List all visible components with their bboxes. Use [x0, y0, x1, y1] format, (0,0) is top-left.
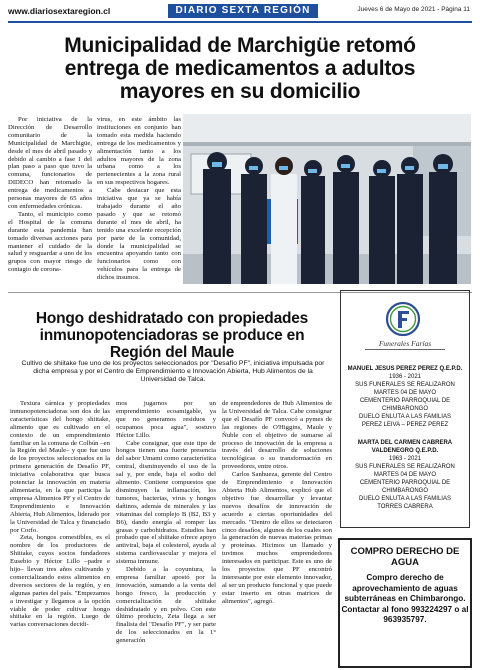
article2-lead: Cultivo de shiitake fue uno de los proyectos seleccionados por "Desafío PF", iniciativa impulsada por dicha empresa y por el Centro de Emprendimiento e Innovación Abierta, Hub Alimentos de la Universidad de Talca.	[21, 360, 325, 383]
deceased-name: MANUEL JESUS PEREZ PEREZ Q.E.P.D.	[347, 366, 463, 372]
funeral-notice-2	[343, 439, 467, 511]
ad-title: COMPRO DERECHO DE AGUA	[350, 546, 460, 568]
article1-paragraph: Tanto, el municipio como el Hospital de la comuna durante esta pandemia han tomado diversas acciones para mantener el cuidado de la salud y resguardar a uno de los grupos con mayor riesgo de contagio de corona-	[8, 210, 92, 274]
article1-photo	[183, 114, 471, 284]
issue-date-page: Jueves 6 de Mayo de 2021 - Página 11	[357, 6, 470, 13]
life-years: 1963 - 2021	[388, 456, 422, 462]
group-photo-illustration	[183, 114, 471, 284]
masthead-brand: DIARIO SEXTA REGIÓN	[168, 4, 318, 18]
article1-paragraph: virus, en este ámbito las instituciones en conjunto han tomado esta medida haciendo entrega de los medicamentos y alimentación tanto a los adultos mayores de la zona urbana como a los pertenecientes a la zona rural en sus respectivos hogares.	[97, 116, 181, 187]
deceased-name: MARTA DEL CARMEN CABRERA VALDENEGRO Q.E.P.D.	[357, 440, 453, 454]
funeral-date: MARTES 04 DE MAYO	[373, 390, 437, 396]
page-header	[0, 0, 480, 24]
ad-body: Compro derecho de aprovechamiento de aguas subterráneas en Chimbarongo. Contactar al fono 993224297 o al 963935797.	[341, 573, 469, 624]
funeral-name-rule	[365, 349, 445, 350]
article2-paragraph: de emprendedores de Hub Alimentos de la Universidad de Talca. Cabe consignar que el Desafío PF convocó a pymes de las regiones de O'Higgins, Maule y Ñuble con el objetivo de sumarse al proceso de innovación de la empresa a través del desarrollo de soluciones tecnológicas o su transformación en proveedores, entre otros.	[222, 400, 332, 471]
article2-column-3	[222, 400, 332, 606]
family-names: TORRES CABRERA	[377, 504, 433, 510]
article1-paragraph: Cabe destacar que esta iniciativa que ya se había trabajado durante el año pasado y que se retomó durante el mes de abril, ha tenido una excelente recepción por parte de la comunidad, donde la municipalidad se encuentra apoyando tanto con funcionarios como con vehículos para la entrega de dichos insumos.	[97, 187, 181, 282]
article1-paragraph: Por iniciativa de la Dirección de Desarrollo comunitario de la Municipalidad de Marchigüe, desde el mes de abril pasado y debido al cambio a fase 1 del plan paso a paso que tuvo la comuna, funcionarios de DIDECO han retomado la entrega de medicamentos a personas mayores de 65 años con enfermedades crónicas.	[8, 116, 92, 210]
funeral-line: SUS FUNERALES SE REALIZARON	[355, 382, 455, 388]
funeral-notice-1	[343, 365, 467, 429]
article2-headline: Hongo deshidratado con propiedades inmunopotenciadoras se produce en Región del Maule	[35, 310, 309, 361]
article2-paragraph: Debido a la coyuntura, la empresa familiar apostó por la innovación, sumando a la venta del hongo fresco, la producción y comercialización de shiitake deshidratado y en polvo. Con este último producto, Zeta llega a ser finalista del "Desafío PF", y ser parte de los seleccionados en la 1° generación	[116, 566, 216, 645]
funeral-line: SUS FUNERALES SE REALIZARON	[355, 464, 455, 470]
article2-paragraph: mos jugarnos por un emprendimiento ecoamigable, ya que no generamos residuos y ocupamos poca agua", sostuvo Héctor Lillo.	[116, 400, 216, 439]
life-years: 1936 - 2021	[388, 374, 422, 380]
article2-paragraph: Carlos Sanhueza, gerente del Centro de Emprendimiento e Innovación Abierta Hub Alimentos, explicó que el objetivo fue desarrollar y levantar nuevos desafíos de innovación de acuerdo a ciertas oportunidades del mercado. "Dentro de ellos se detectaron cinco desafíos, algunos de los cuales son la generación de nuevas materias primas y proteínas. Hicimos un llamado y tuvimos muchos emprendedores interesados en participar. Este es uno de los proyectos que PF encontró interesante por este elemento innovador, al ser un producto funcional y que puede estar inserto en otras matrices de alimentos", agregó.	[222, 471, 332, 605]
article2-paragraph: Zeta, hongos comestibles, es el nombre de los productores de Shiitake, cuyos socios fundadores Eusebio y Héctor Lillo –padre e hijo– llevan tres años cultivando y comercializando estos alimentos en diversos sectores de la región, y en algunas partes del país. "Empezamos a investigar y llegamos a la opción viable de poder cultivar hongo shiitake en la región. Luego de varias conversaciones decidi-	[10, 534, 110, 629]
classified-ad	[338, 538, 472, 668]
article2-paragraph: Cabe consignar, que este tipo de hongos tienen una fuerte presencia del sabor Umami como característica central, disminuyendo el uso de la sal y, por ende, baja el sodio del alimento. Contiene compuestos que disminuyen la inflamación, los tumores, bacterias, virus y hongos dañinos, además de minerales y las vitaminas del complejo B (B2, B3 y B6), dando energía al romper las grasas y carbohidratos. Estudios han probado que el shiitake ofrece apoyo antiviral, baja el colesterol, ayuda al sistema cardiovascular y mejora el sistema inmune.	[116, 439, 216, 566]
article1-column-1	[8, 116, 92, 274]
funeral-home-logo-icon	[385, 301, 421, 337]
website-url: www.diariosextaregion.cl	[8, 6, 111, 16]
funeral-date: MARTES 04 DE MAYO	[373, 472, 437, 478]
article1-column-2	[97, 116, 181, 282]
article2-column-1	[10, 400, 110, 629]
family-line: DUELO ENLUTA A LAS FAMILIAS	[359, 496, 451, 502]
article1-headline: Municipalidad de Marchigüe retomó entrega de medicamentos a adultos mayores en su domicilio	[64, 34, 416, 103]
funeral-home-name: Funerales Farías	[378, 339, 432, 348]
family-line: DUELO ENLUTA A LAS FAMILIAS	[359, 414, 451, 420]
article2-paragraph: Textura cárnica y propiedades inmunopotenciadoras son dos de las características del hongo shiitake, alimento que es cultivado en el contexto de un emprendimiento familiar en la comuna de Colbún –en la Región del Maule– y que fue uno de los proyectos seleccionados en la primera generación de Desafío PF, iniciativa colaborativa que busca potenciar la innovación en materia alimentaria, en la que participa la empresa Alimentos PF y el Centro de Emprendimiento e Innovación Abierta, Hub Alimentos, liderado por la Universidad de Talca y financiado por Corfo.	[10, 400, 110, 534]
family-names: PEREZ LEIVA – PEREZ PEREZ	[361, 422, 449, 428]
cemetery: CEMENTERIO PARROQUIAL DE CHIMBARONGO	[359, 480, 451, 494]
article2-column-2	[116, 400, 216, 645]
cemetery: CEMENTERIO PARROQUIAL DE CHIMBARONGO	[359, 398, 451, 412]
header-rule	[8, 21, 472, 23]
funeral-notices-box	[340, 290, 470, 528]
